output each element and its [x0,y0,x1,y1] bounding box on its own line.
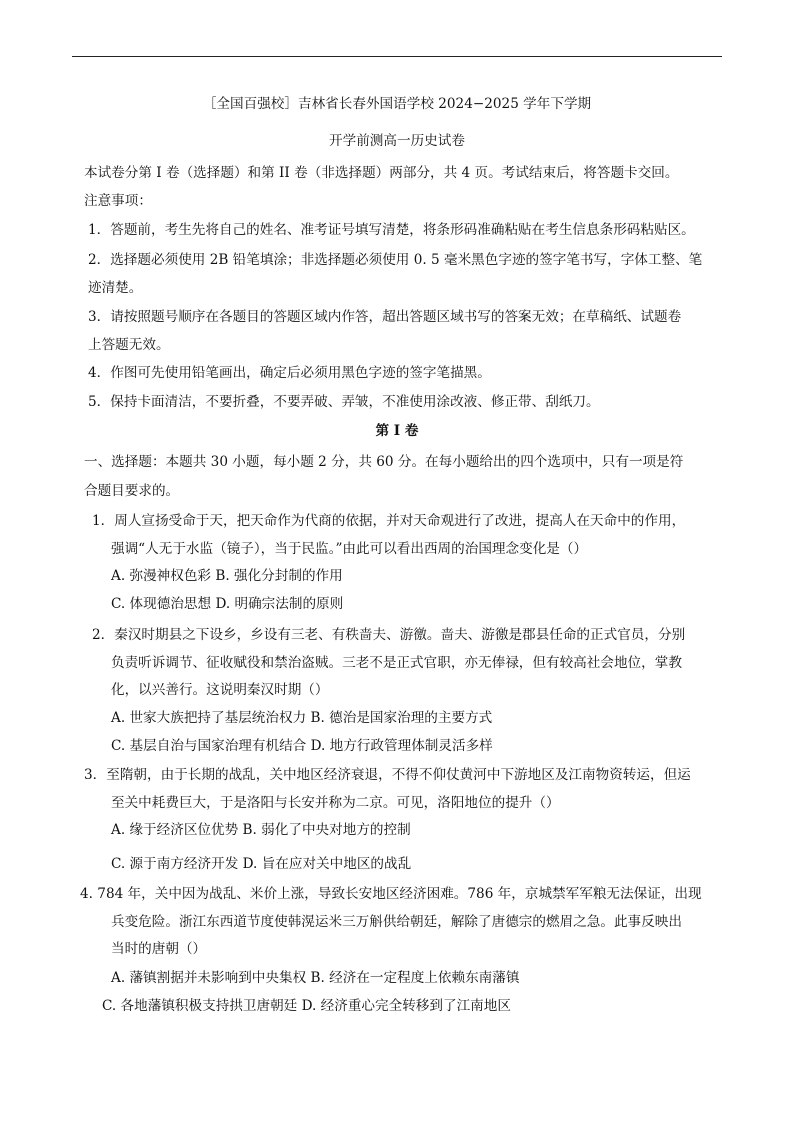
note-item: 5．保持卡面清洁，不要折叠，不要弄破、弄皱，不准使用涂改液、修正带、刮纸刀。 [88,394,600,410]
note-item-cont: 上答题无效。 [88,337,170,353]
question-stem: 1．周人宣扬受命于天，把天命作为代商的依据，并对天命观进行了改进，提高人在天命中的作用， [92,513,686,529]
question-options: A. 藩镇割据并未影响到中央集权 B. 经济在一定程度上依赖东南藩镇 [111,970,520,986]
question-options: C. 体现德治思想 D. 明确宗法制的原则 [111,596,344,612]
header-rule [72,56,722,57]
question-options: A. 弥漫神权色彩 B. 强化分封制的作用 [111,568,343,584]
question-stem-cont: 至关中耗费巨大，于是洛阳与长安并称为二京。可见，洛阳地位的提升（） [111,795,560,811]
section-instruction-cont: 合题目要求的。 [84,483,180,499]
question-stem: 2．秦汉时期县之下设乡，乡设有三老、有秩啬夫、游徼。啬夫、游徼是郡县任命的正式官员，分别 [92,627,686,643]
exam-title: ［全国百强校］吉林省长春外国语学校 2024−2025 学年下学期 [202,96,592,112]
question-stem-cont: 负责听诉调节、征收赋役和禁治盗贼。三老不是正式官职，亦无俸禄，但有较高社会地位，掌教 [111,655,682,671]
intro-line: 本试卷分第 I 卷（选择题）和第 II 卷（非选择题）两部分，共 4 页。考试结束后，将答题卡交回。 [84,165,679,181]
question-stem: 3．至隋朝，由于长期的战乱，关中地区经济衰退，不得不仰仗黄河中下游地区及江南物资转运，但运 [84,767,691,783]
question-stem-cont: 当时的唐朝（） [111,941,207,957]
note-item: 2．选择题必须使用 2B 铅笔填涂；非选择题必须使用 0. 5 毫米黑色字迹的签字笔书写，字体工整、笔 [88,252,703,268]
question-stem: 4. 784 年，关中因为战乱、米价上涨，导致长安地区经济困难。786 年，京城禁军军粮无法保证，出现 [80,886,702,902]
note-item: 1．答题前，考生先将自己的姓名、准考证号填写清楚，将条形码准确粘贴在考生信息条形码粘贴区。 [88,222,695,238]
question-stem-cont: 化，以兴善行。这说明秦汉时期（） [111,682,329,698]
question-options: A. 世家大族把持了基层统治权力 B. 德治是国家治理的主要方式 [111,710,493,726]
note-item-cont: 迹清楚。 [88,280,143,296]
question-stem-cont: 强调“人无于水监（镜子），当于民监。”由此可以看出西周的治国理念变化是（） [111,541,588,557]
notes-heading: 注意事项： [84,193,152,209]
question-options: C. 各地藩镇积极支持拱卫唐朝廷 D. 经济重心完全转移到了江南地区 [102,998,511,1014]
section-instruction: 一、选择题：本题共 30 小题，每小题 2 分，共 60 分。在每小题给出的四个选项中，只有一项是符 [84,454,684,470]
question-options: A. 缘于经济区位优势 B. 弱化了中央对地方的控制 [111,822,411,838]
question-options: C. 源于南方经济开发 D. 旨在应对关中地区的战乱 [111,856,412,872]
note-item: 3．请按照题号顺序在各题目的答题区域内作答，超出答题区域书写的答案无效；在草稿纸、试题卷 [88,309,682,325]
section-title: 第 I 卷 [375,423,419,439]
question-options: C. 基层自治与国家治理有机结合 D. 地方行政管理体制灵活多样 [111,738,493,754]
note-item: 4．作图可先使用铅笔画出，确定后必须用黑色字迹的签字笔描黑。 [88,365,491,381]
question-stem-cont: 兵变危险。浙江东西道节度使韩滉运米三万斛供给朝廷，解除了唐德宗的燃眉之急。此事反映出 [111,914,682,930]
exam-subtitle: 开学前测高一历史试卷 [329,133,465,149]
